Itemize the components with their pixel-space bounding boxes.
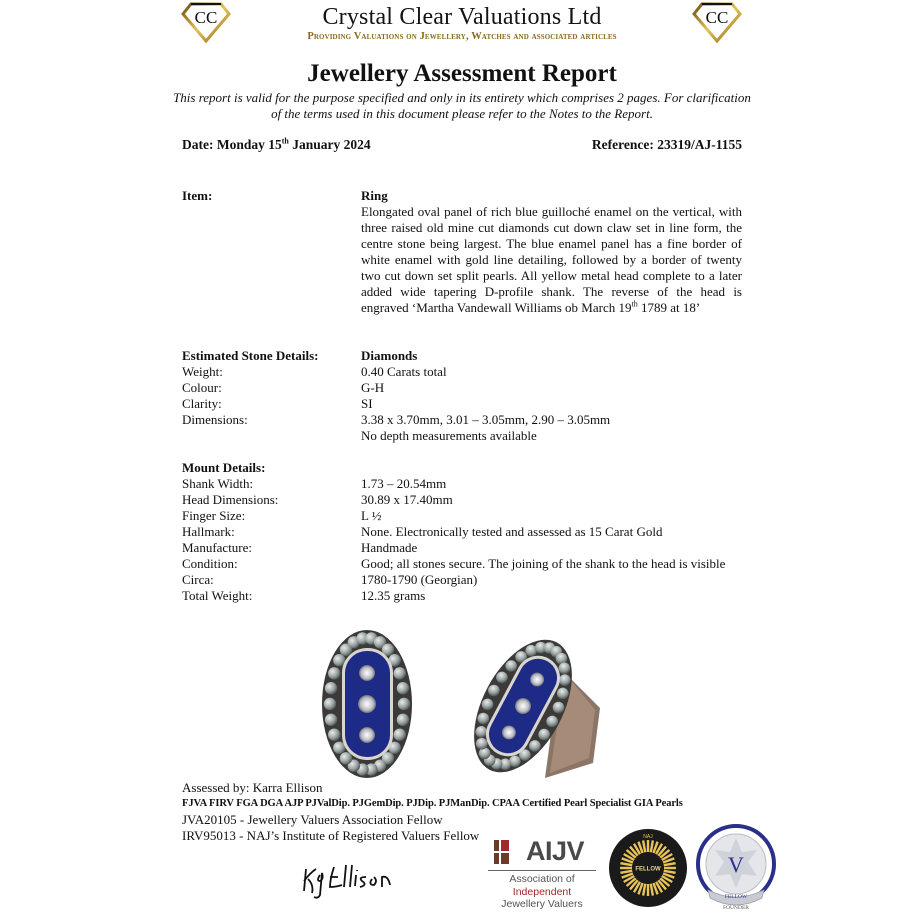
detail-row: Head Dimensions: 30.89 x 17.40mm <box>182 492 453 507</box>
detail-row: No depth measurements available <box>361 428 537 443</box>
ring-side-photo <box>465 628 605 783</box>
detail-row: Manufacture: Handmade <box>182 540 418 555</box>
svg-text:FOUNDER: FOUNDER <box>723 905 749 911</box>
membership-jva: JVA20105 - Jewellery Valuers Association Fellow <box>182 812 443 827</box>
svg-text:CC: CC <box>194 8 218 27</box>
pearl <box>394 728 406 740</box>
item-label: Item: <box>182 188 213 203</box>
aijv-name: Association of Independent Jewellery Valuers <box>501 873 583 910</box>
pearl <box>394 667 406 679</box>
diamond <box>359 727 375 743</box>
aijv-acronym: AIJV <box>526 836 585 866</box>
report-reference: Reference: 23319/AJ-1155 <box>591 137 742 152</box>
signature <box>300 855 395 900</box>
jva-fellow-badge <box>694 824 778 912</box>
ring-front-photo <box>320 628 415 780</box>
report-title: Jewellery Assessment Report <box>307 60 617 87</box>
stone-type: Diamonds <box>361 348 418 363</box>
aijv-badge <box>488 836 596 914</box>
detail-row: Circa: 1780-1790 (Georgian) <box>182 572 478 587</box>
item-description: Elongated oval panel of rich blue guilloché enamel on the vertical, with three raised old mine cut diamonds cut down claw set in line form, the centre stone being largest. The blue enamel panel has a fine border of white enamel with gold line detailing, followed by a border of twenty two cut down set split pearls. All yellow metal head complete to a later added wide tapering D-profile shank. The reverse of the head is engraved ‘Martha Vandewall Williams ob March 19th 1789 at 18’ <box>361 204 742 315</box>
svg-text:NAJ: NAJ <box>643 834 653 840</box>
stone-details-heading: Estimated Stone Details: <box>182 348 319 363</box>
company-tagline: Providing Valuations on Jewellery, Watches and associated articles <box>307 31 617 42</box>
pearl <box>324 698 336 710</box>
svg-text:V: V <box>728 852 744 877</box>
detail-row: Colour: G-H <box>182 380 385 395</box>
detail-row: Clarity: SI <box>182 396 373 411</box>
aijv-squares-icon <box>494 840 520 864</box>
report-date: Date: Monday 15th January 2024 <box>182 136 371 152</box>
pearl <box>340 752 352 764</box>
assessor-credentials: FJVA FIRV FGA DGA AJP PJValDip. PJGemDip. PJDip. PJManDip. CPAA Certified Pearl Specialist GIA Pearls <box>182 798 683 809</box>
report-subtitle: This report is valid for the purpose specified and only in its entirety which comprises 2 pages. For clarification of the terms used in this document please refer to the Notes to the Report. <box>173 90 751 121</box>
mount-details-heading: Mount Details: <box>182 460 266 475</box>
mount-details-section <box>182 460 742 604</box>
company-name: Crystal Clear Valuations Ltd <box>322 4 602 30</box>
diamond <box>358 695 376 713</box>
pearl <box>328 728 340 740</box>
pearl <box>325 682 337 694</box>
detail-row: Weight: 0.40 Carats total <box>182 364 447 379</box>
pearl <box>397 714 409 726</box>
detail-row: Shank Width: 1.73 – 20.54mm <box>182 476 447 491</box>
membership-irv: IRV95013 - NAJ’s Institute of Registered Valuers Fellow <box>182 828 480 843</box>
item-section <box>182 188 742 316</box>
detail-row: Dimensions: 3.38 x 3.70mm, 3.01 – 3.05mm, 2.90 – 3.05mm <box>182 412 611 427</box>
detail-row: Condition: Good; all stones secure. The joining of the shank to the head is visible <box>182 556 726 571</box>
pearl <box>397 682 409 694</box>
stone-details-section <box>182 348 742 444</box>
svg-text:FELLOW: FELLOW <box>635 866 661 873</box>
pearl <box>328 667 340 679</box>
detail-row: Finger Size: L ½ <box>182 508 382 523</box>
pearl <box>398 698 410 710</box>
detail-row: Total Weight: 12.35 grams <box>182 588 426 603</box>
divider <box>488 870 596 871</box>
assessed-by: Assessed by: Karra Ellison <box>182 780 323 795</box>
diamond <box>359 665 375 681</box>
naj-fellow-badge <box>608 828 688 908</box>
item-name: Ring <box>361 188 388 203</box>
detail-row: Hallmark: None. Electronically tested and assessed as 15 Carat Gold <box>182 524 663 539</box>
pearl <box>325 714 337 726</box>
svg-text:CC: CC <box>705 8 729 27</box>
svg-text:FELLOW: FELLOW <box>724 894 748 900</box>
